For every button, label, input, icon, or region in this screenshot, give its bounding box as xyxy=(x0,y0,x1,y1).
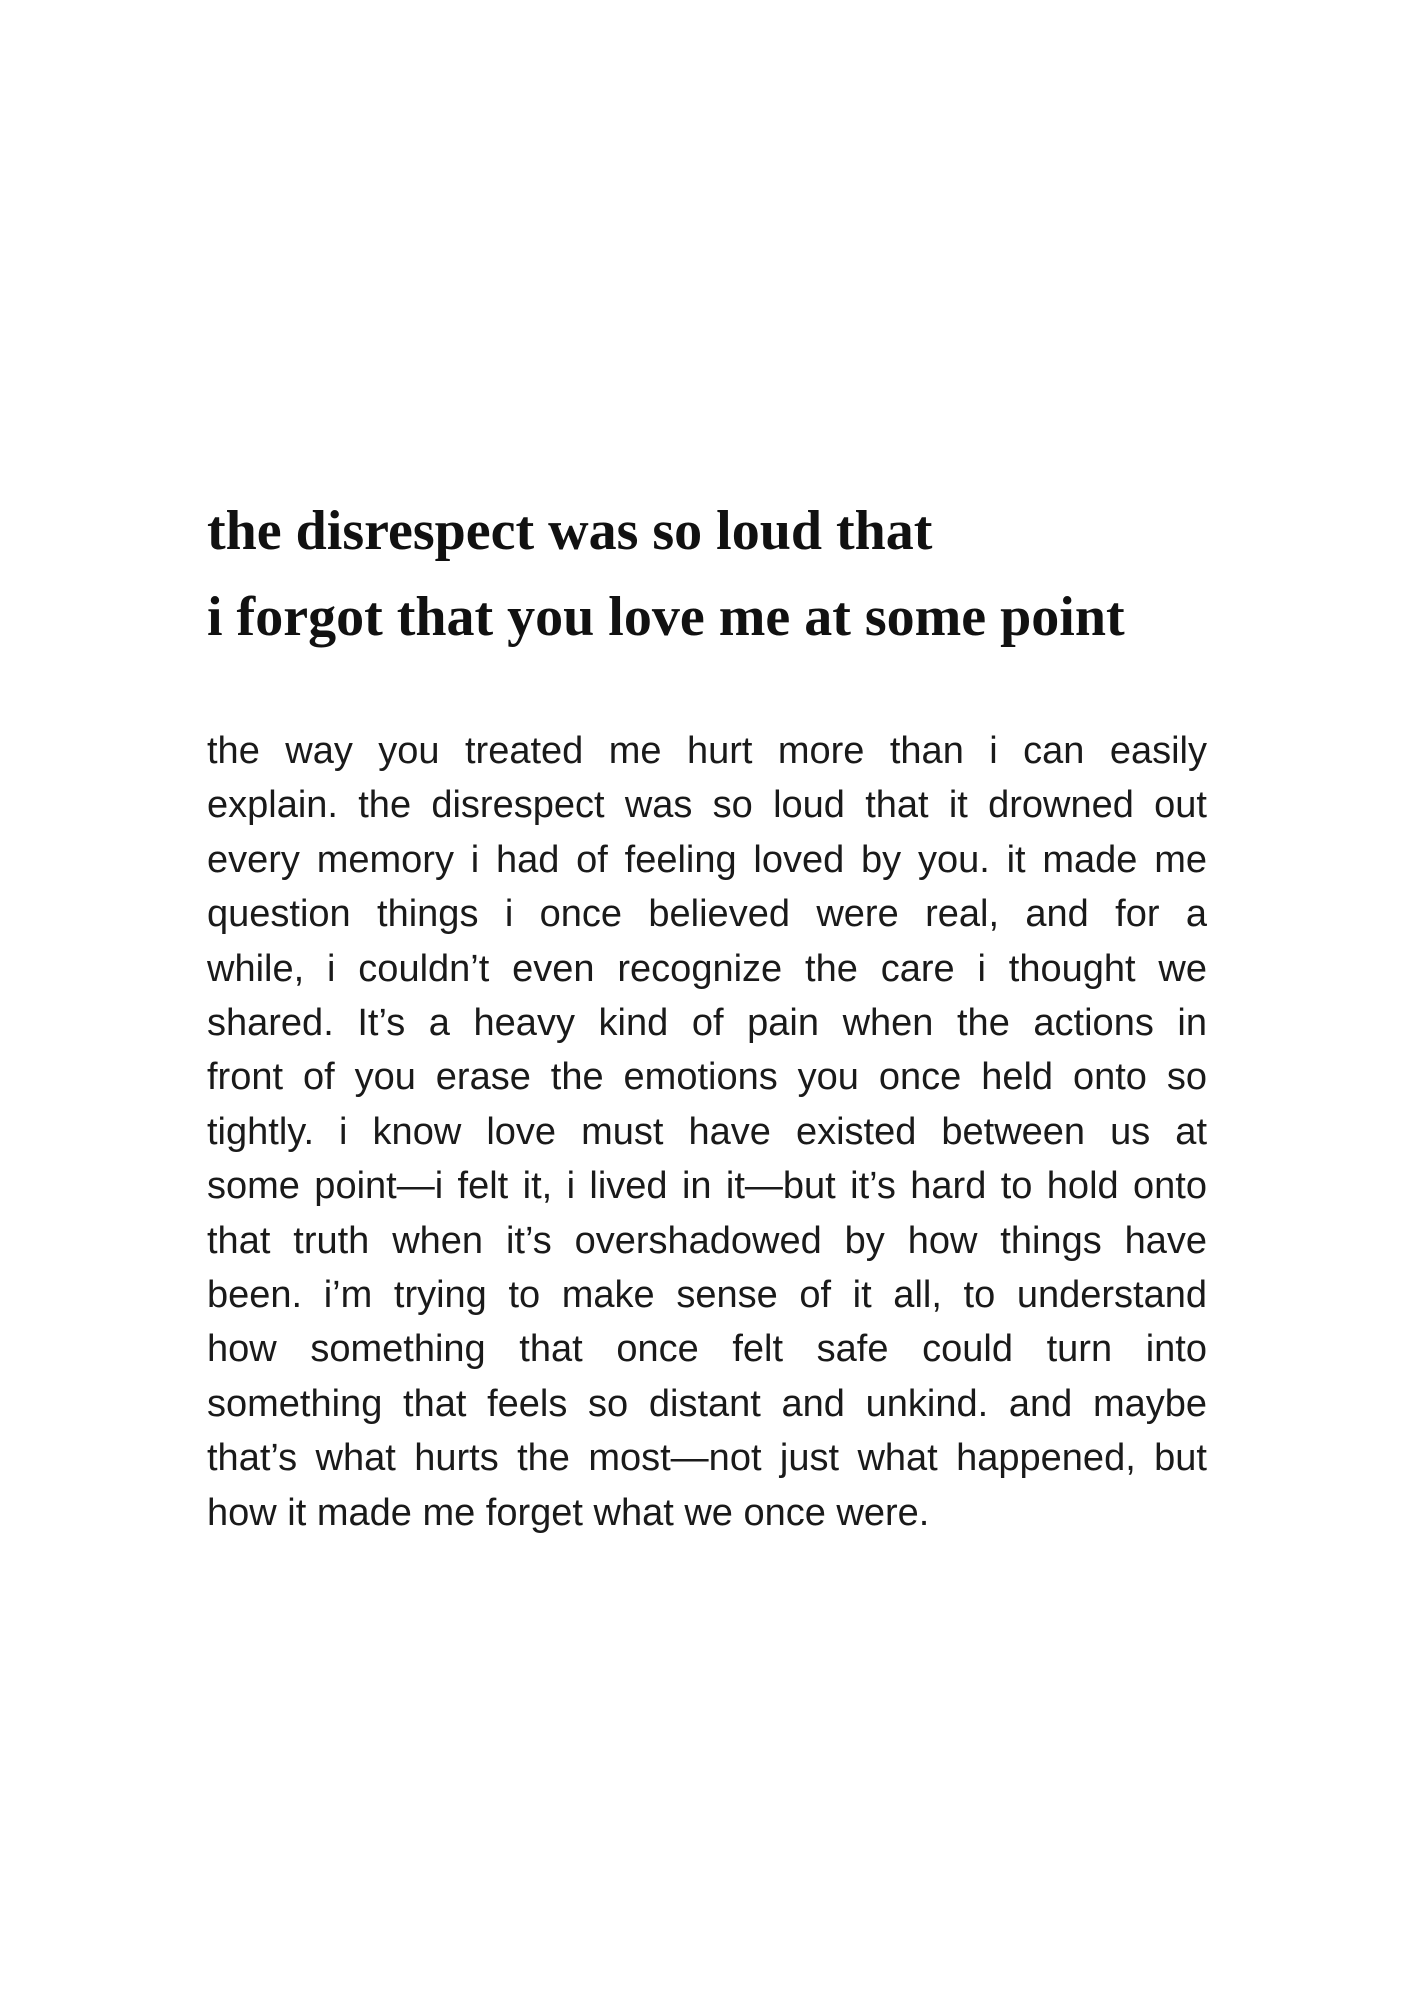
body-line: front of you erase the emotions you once held onto so xyxy=(207,1056,1207,1099)
body-line: something that feels so distant and unkind. and maybe xyxy=(207,1382,1207,1425)
body-line: been. i’m trying to make sense of it all, to understand xyxy=(207,1274,1207,1317)
title-line-1: the disrespect was so loud that xyxy=(207,500,933,562)
page-title xyxy=(207,488,1217,660)
body-line: that’s what hurts the most—not just what happened, but xyxy=(207,1437,1207,1480)
body-line: tightly. i know love must have existed between us at xyxy=(207,1110,1207,1153)
body-line: while, i couldn’t even recognize the care i thought we xyxy=(207,947,1207,990)
body-line: the way you treated me hurt more than i can easily xyxy=(207,730,1207,772)
body-line: that truth when it’s overshadowed by how things have xyxy=(207,1219,1207,1262)
body-line: how something that once felt safe could turn into xyxy=(207,1328,1207,1371)
body-line: some point—i felt it, i lived in it—but it’s hard to hold onto xyxy=(207,1165,1207,1208)
body-line: question things i once believed were real, and for a xyxy=(207,893,1207,936)
body-paragraph xyxy=(207,724,1207,1540)
title-line-2: i forgot that you love me at some point xyxy=(207,586,1125,648)
body-line: every memory i had of feeling loved by you. it made me xyxy=(207,838,1207,881)
body-line: how it made me forget what we once were. xyxy=(207,1491,930,1534)
body-line: shared. It’s a heavy kind of pain when the actions in xyxy=(207,1002,1207,1045)
body-line: explain. the disrespect was so loud that it drowned out xyxy=(207,784,1207,827)
